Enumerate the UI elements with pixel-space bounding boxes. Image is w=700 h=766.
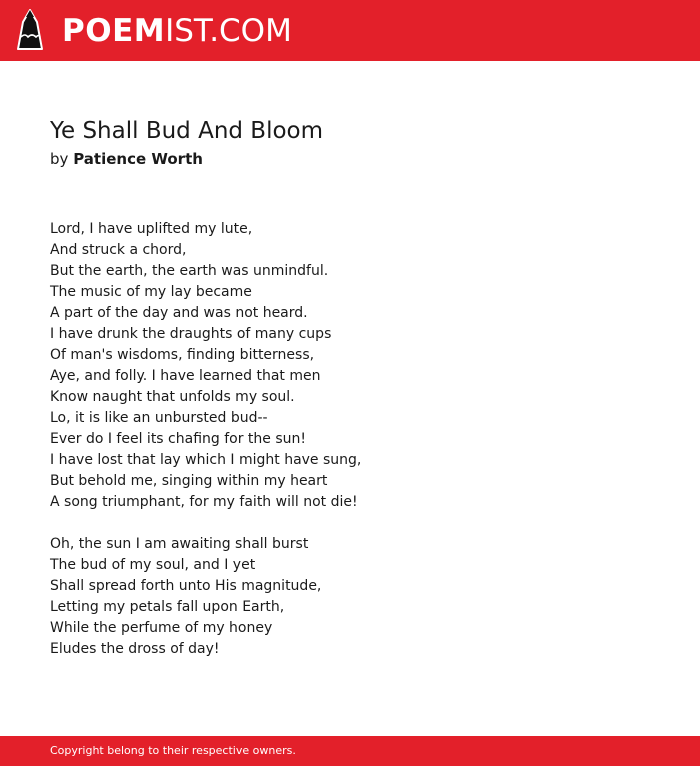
poem-line: A part of the day and was not heard. — [50, 305, 308, 321]
poem-line: The music of my lay became — [50, 284, 252, 300]
poem-title: Ye Shall Bud And Bloom — [50, 118, 324, 144]
poem-body — [50, 219, 670, 681]
poem-line: Oh, the sun I am awaiting shall burst — [50, 536, 309, 552]
stanza — [50, 534, 670, 660]
pencil-tip-icon — [16, 9, 44, 51]
logo-light-text: IST.COM — [165, 13, 292, 49]
poem-line: Shall spread forth unto His magnitude, — [50, 578, 322, 594]
poem-line: I have lost that lay which I might have sung, — [50, 452, 362, 468]
stanza — [50, 219, 670, 513]
poem-line: Lord, I have uplifted my lute, — [50, 221, 253, 237]
author-name: Patience Worth — [73, 150, 203, 168]
poem-line: A song triumphant, for my faith will not die! — [50, 494, 358, 510]
poem-line: I have drunk the draughts of many cups — [50, 326, 332, 342]
poem-line: Lo, it is like an unbursted bud-- — [50, 410, 268, 426]
poem-line: Letting my petals fall upon Earth, — [50, 599, 285, 615]
poem-line: Know naught that unfolds my soul. — [50, 389, 295, 405]
by-label: by — [50, 150, 69, 168]
header-bar — [0, 0, 700, 61]
byline — [50, 148, 203, 170]
site-logo[interactable] — [62, 12, 292, 50]
footer-bar — [0, 736, 700, 766]
copyright-text: Copyright belong to their respective owners. — [50, 744, 296, 757]
poem-line: Ever do I feel its chafing for the sun! — [50, 431, 307, 447]
poem-line: But the earth, the earth was unmindful. — [50, 263, 329, 279]
logo-bold-text: POEM — [62, 13, 166, 49]
poem-line: And struck a chord, — [50, 242, 187, 258]
poem-line: While the perfume of my honey — [50, 620, 273, 636]
poem-line: Of man's wisdoms, finding bitterness, — [50, 347, 315, 363]
poem-line: The bud of my soul, and I yet — [50, 557, 256, 573]
poem-line: Eludes the dross of day! — [50, 641, 220, 657]
poem-line: Aye, and folly. I have learned that men — [50, 368, 321, 384]
poem-line: But behold me, singing within my heart — [50, 473, 328, 489]
